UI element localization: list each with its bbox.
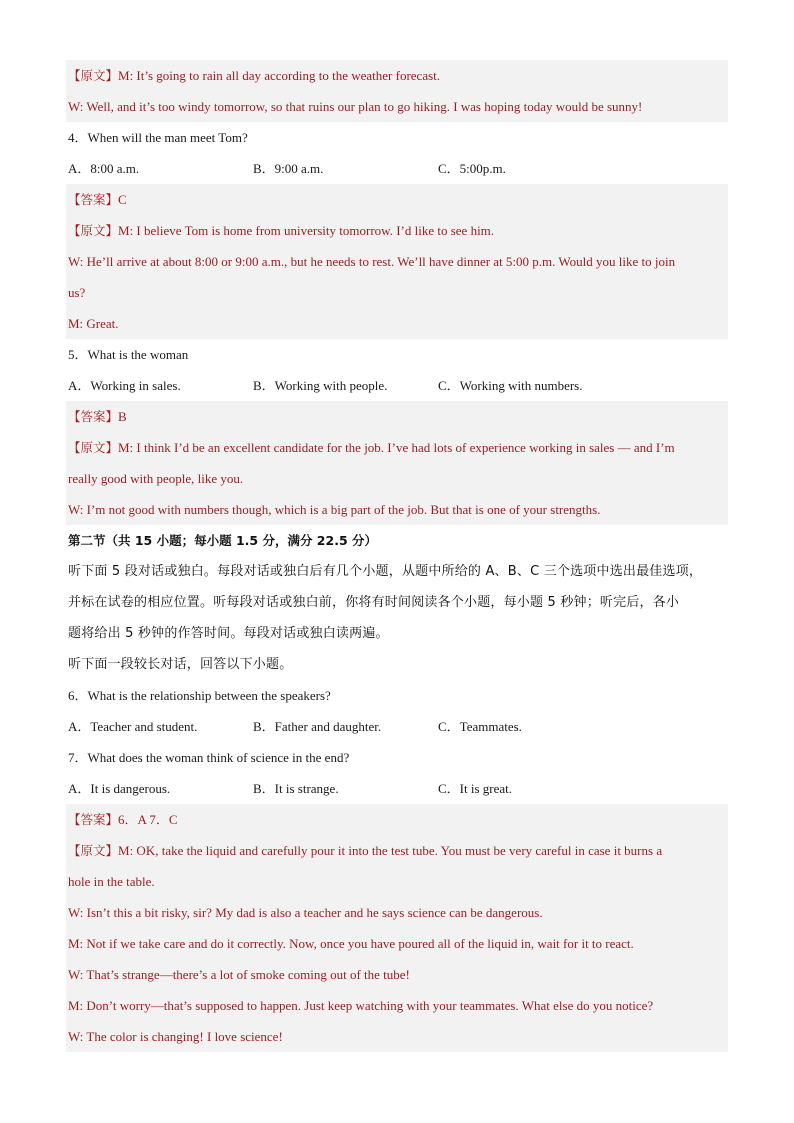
transcript-text: W: That’s strange—there’s a lot of smoke coming out of the tube! xyxy=(68,967,410,982)
question-7: 7．What does the woman think of science in the end? xyxy=(68,750,350,765)
transcript-text: M: It’s going to rain all day according to the weather forecast. xyxy=(118,68,441,83)
instruction-line: 并标在试卷的相应位置。听每段对话或独白前，你将有时间阅读各个小题，每小题 5 秒钟；听完后，各小 xyxy=(68,595,680,610)
transcript-line xyxy=(66,1021,728,1052)
transcript-text: W: Well, and it’s too windy tomorrow, so that ruins our plan to go hiking. I was hoping today would be sunny! xyxy=(68,99,643,114)
transcript-tag: 【原文】 xyxy=(68,440,119,455)
transcript-tag: 【原文】 xyxy=(68,223,119,238)
option-c: C．It is great. xyxy=(438,781,513,796)
option-a: A．Teacher and student. xyxy=(68,719,198,734)
instruction-line: 听下面 5 段对话或独白。每段对话或独白后有几个小题，从题中所给的 A、B、C 三个选项中选出最佳选项， xyxy=(68,564,703,579)
transcript-line xyxy=(66,928,728,959)
transcript-text: M: OK, take the liquid and carefully pour it into the test tube. You must be very careful in case it burns a xyxy=(118,843,663,858)
transcript-line xyxy=(66,246,728,277)
option-a: A．It is dangerous. xyxy=(68,781,171,796)
transcript-text: us? xyxy=(68,285,86,300)
option-b: B．Father and daughter. xyxy=(253,719,382,734)
answer-value: C xyxy=(118,192,127,207)
transcript-tag: 【原文】 xyxy=(68,68,119,83)
instruction-line: 听下面一段较长对话，回答以下小题。 xyxy=(68,657,293,672)
transcript-text: W: The color is changing! I love science! xyxy=(68,1029,283,1044)
transcript-text: W: Isn’t this a bit risky, sir? My dad is also a teacher and he says science can be dangerous. xyxy=(68,905,543,920)
document-page xyxy=(66,60,728,1052)
answer-tag: 【答案】 xyxy=(68,409,119,424)
answer-line xyxy=(66,184,728,215)
transcript-line xyxy=(66,835,728,866)
question-6: 6．What is the relationship between the speakers? xyxy=(68,688,331,703)
transcript-text: W: He’ll arrive at about 8:00 or 9:00 a.m., but he needs to rest. We’ll have dinner at 5:00 p.m. Would you like to join xyxy=(68,254,676,269)
transcript-line xyxy=(66,866,728,897)
answer-line xyxy=(66,401,728,432)
question-5: 5．What is the woman xyxy=(68,347,189,362)
transcript-text: M: Not if we take care and do it correctly. Now, once you have poured all of the liquid in, wait for it to react. xyxy=(68,936,634,951)
option-b: B．Working with people. xyxy=(253,378,388,393)
section-heading: 第二节（共 15 小题；每小题 1.5 分，满分 22.5 分） xyxy=(68,533,377,548)
transcript-text: M: I think I’d be an excellent candidate for the job. I’ve had lots of experience working in sales — and I’m xyxy=(118,440,675,455)
answer-value: B xyxy=(118,409,127,424)
option-c: C．Teammates. xyxy=(438,719,522,734)
transcript-line xyxy=(66,308,728,339)
answer-tag: 【答案】 xyxy=(68,192,119,207)
option-c: C．5:00p.m. xyxy=(438,161,506,176)
transcript-text: M: Don’t worry—that’s supposed to happen. Just keep watching with your teammates. What else do you notice? xyxy=(68,998,654,1013)
option-b: B．9:00 a.m. xyxy=(253,161,324,176)
transcript-text: M: Great. xyxy=(68,316,119,331)
transcript-text: really good with people, like you. xyxy=(68,471,244,486)
question-4: 4．When will the man meet Tom? xyxy=(68,130,248,145)
question-4-options xyxy=(66,153,728,184)
answer-line xyxy=(66,804,728,835)
transcript-line xyxy=(66,432,728,463)
question-5-options xyxy=(66,370,728,401)
transcript-line xyxy=(66,215,728,246)
transcript-line xyxy=(66,91,728,122)
transcript-tag: 【原文】 xyxy=(68,843,119,858)
transcript-text: M: I believe Tom is home from university tomorrow. I’d like to see him. xyxy=(118,223,495,238)
option-a: A．Working in sales. xyxy=(68,378,181,393)
transcript-text: hole in the table. xyxy=(68,874,155,889)
transcript-line xyxy=(66,959,728,990)
transcript-line xyxy=(66,494,728,525)
question-6-options xyxy=(66,711,728,742)
option-a: A．8:00 a.m. xyxy=(68,161,140,176)
transcript-line xyxy=(66,463,728,494)
transcript-line xyxy=(66,990,728,1021)
option-b: B．It is strange. xyxy=(253,781,339,796)
question-7-options xyxy=(66,773,728,804)
transcript-text: W: I’m not good with numbers though, which is a big part of the job. But that is one of your strengths. xyxy=(68,502,601,517)
answer-value: 6．A 7．C xyxy=(118,812,178,827)
transcript-line xyxy=(66,60,728,91)
transcript-line xyxy=(66,897,728,928)
option-c: C．Working with numbers. xyxy=(438,378,583,393)
transcript-line xyxy=(66,277,728,308)
answer-tag: 【答案】 xyxy=(68,812,119,827)
instruction-line: 题将给出 5 秒钟的作答时间。每段对话或独白读两遍。 xyxy=(68,626,389,641)
